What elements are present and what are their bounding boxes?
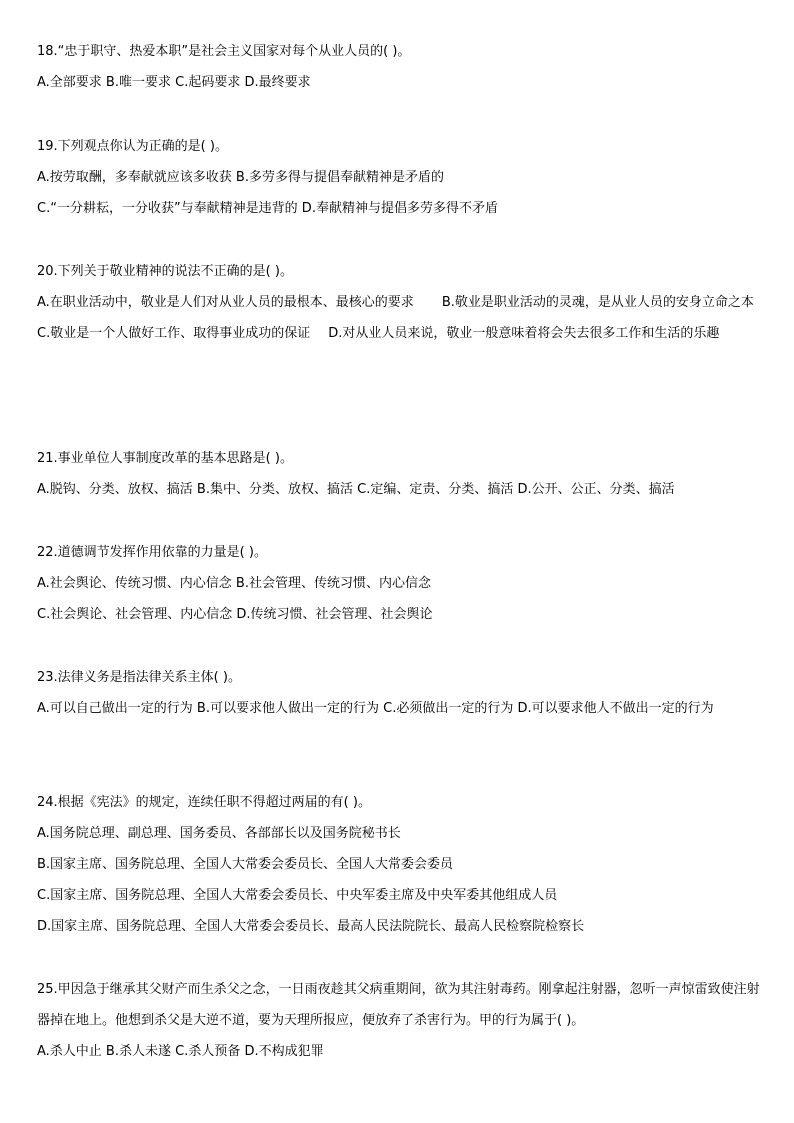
option-a: A.在职业活动中，敬业是人们对从业人员的最根本、最核心的要求 (37, 295, 414, 310)
question-22 (37, 537, 762, 630)
question-options (37, 318, 762, 349)
question-stem: 18.“忠于职守、热爱本职”是社会主义国家对每个从业人员的( )。 (37, 44, 411, 59)
option-c: C.敬业是一个人做好工作、取得事业成功的保证 (37, 326, 311, 341)
question-options: C.“一分耕耘，一分收获”与奉献精神是违背的 D.奉献精神与提倡多劳多得不矛盾 (37, 201, 498, 216)
question-options: A.社会舆论、传统习惯、内心信念 B.社会管理、传统习惯、内心信念 (37, 576, 431, 591)
question-18 (37, 36, 762, 98)
question-stem: 22.道德调节发挥作用依靠的力量是( )。 (37, 545, 267, 560)
question-options: A.全部要求 B.唯一要求 C.起码要求 D.最终要求 (37, 75, 311, 90)
question-24 (37, 787, 762, 942)
question-stem: 24.根据《宪法》的规定，连续任职不得超过两届的有( )。 (37, 795, 371, 810)
question-21 (37, 443, 762, 505)
question-25 (37, 974, 762, 1067)
question-options: C.社会舆论、社会管理、内心信念 D.传统习惯、社会管理、社会舆论 (37, 607, 433, 622)
question-options: A.脱钩、分类、放权、搞活 B.集中、分类、放权、搞活 C.定编、定责、分类、搞活 D.公开、公正、分类、搞活 (37, 482, 675, 497)
question-23 (37, 662, 762, 724)
option-d: D.对从业人员来说，敬业一般意味着将会失去很多工作和生活的乐趣 (328, 326, 720, 341)
option-b: B.敬业是职业活动的灵魂，是从业人员的安身立命之本 (441, 295, 754, 310)
question-20 (37, 256, 762, 349)
question-options: A.可以自己做出一定的行为 B.可以要求他人做出一定的行为 C.必须做出一定的行为 D.可以要求他人不做出一定的行为 (37, 701, 714, 716)
question-19 (37, 131, 762, 224)
question-stem: 23.法律义务是指法律关系主体( )。 (37, 670, 241, 685)
question-options (37, 287, 762, 318)
question-options: A.按劳取酬，多奉献就应该多收获 B.多劳多得与提倡奉献精神是矛盾的 (37, 170, 444, 185)
question-stem: 25.甲因急于继承其父财产而生杀父之念，一日雨夜趁其父病重期间，欲为其注射毒药。刚拿起注射器，忽听一声惊雷致使注射器掉在地上。他想到杀父是大逆不道，要为天理所报应，便放弃了杀害行为。甲的行为属于( )。 (37, 982, 760, 1028)
question-stem: 21.事业单位人事制度改革的基本思路是( )。 (37, 451, 293, 466)
question-options: A.杀人中止 B.杀人未遂 C.杀人预备 D.不构成犯罪 (37, 1044, 324, 1059)
question-options: A.国务院总理、副总理、国务委员、各部部长以及国务院秘书长 (37, 826, 401, 841)
question-stem: 20.下列关于敬业精神的说法不正确的是( )。 (37, 264, 293, 279)
question-options: B.国家主席、国务院总理、全国人大常委会委员长、全国人大常委会委员 (37, 857, 454, 872)
question-options: C.国家主席、国务院总理、全国人大常委会委员长、中央军委主席及中央军委其他组成人员 (37, 888, 558, 903)
question-stem: 19.下列观点你认为正确的是( )。 (37, 139, 228, 154)
question-options: D.国家主席、国务院总理、全国人大常委会委员长、最高人民法院院长、最高人民检察院检察长 (37, 919, 585, 934)
